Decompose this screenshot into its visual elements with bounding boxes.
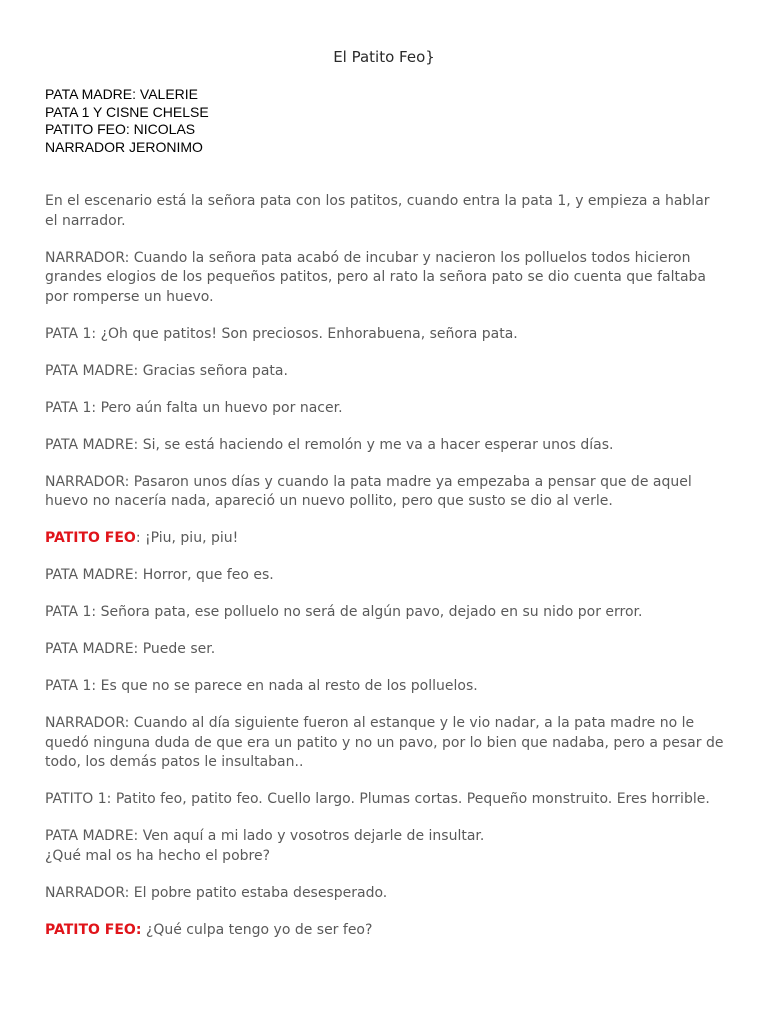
cast-list [45,86,209,156]
paragraph: PATA MADRE: Horror, que feo es. [45,567,274,583]
cast-item: PATITO FEO: NICOLAS [45,121,196,137]
script-body [45,192,725,958]
speaker-label: PATITO FEO [45,530,136,546]
paragraph: NARRADOR: Cuando la señora pata acabó de incubar y nacieron los polluelos todos hicieron grandes elogios de los pequeños patitos, pero al rato la señora pato se dio cuenta que faltaba por romperse un huevo. [45,249,707,305]
page-title: El Patito Feo} [333,48,435,66]
paragraph: PATA MADRE: Ven aquí a mi lado y vosotros dejarle de insultar. ¿Qué mal os ha hecho el pobre? [45,828,485,864]
paragraph: PATA 1: Pero aún falta un huevo por nacer. [45,399,343,416]
paragraph: NARRADOR: El pobre patito estaba desesperado. [45,884,388,901]
paragraph: PATITO FEO: ¡Piu, piu, piu! [45,530,239,546]
paragraph: PATA MADRE: Puede ser. [45,641,216,657]
paragraph: PATA 1: ¿Oh que patitos! Son preciosos. Enhorabuena, señora pata. [45,325,518,342]
paragraph: PATA 1: Señora pata, ese polluelo no será de algún pavo, dejado en su nido por error. [45,604,643,620]
paragraph: PATA MADRE: Gracias señora pata. [45,362,288,379]
paragraph: En el escenario está la señora pata con los patitos, cuando entra la pata 1, y empieza a hablar el narrador. [45,193,710,229]
paragraph: NARRADOR: Pasaron unos días y cuando la pata madre ya empezaba a pensar que de aquel huevo no nacería nada, apareció un nuevo pollito, pero que susto se dio al verle. [45,473,692,509]
paragraph: PATA 1: Es que no se parece en nada al resto de los polluelos. [45,678,478,694]
paragraph: PATITO FEO: ¿Qué culpa tengo yo de ser feo? [45,921,373,938]
paragraph: NARRADOR: Cuando al día siguiente fueron al estanque y le vio nadar, a la pata madre no le quedó ninguna duda de que era un patito y no un pavo, por lo bien que nadaba, pero a pesar de todo, los demás patos le insultaban.. [45,715,724,770]
speaker-label: PATITO FEO: [45,921,142,938]
paragraph: PATITO 1: Patito feo, patito feo. Cuello largo. Plumas cortas. Pequeño monstruito. Eres horrible. [45,791,710,807]
cast-item: NARRADOR JERONIMO [45,138,203,155]
paragraph: PATA MADRE: Si, se está haciendo el remolón y me va a hacer esperar unos días. [45,436,614,453]
cast-item: PATA 1 Y CISNE CHELSE [45,103,209,120]
cast-item: PATA MADRE: VALERIE [45,86,199,102]
